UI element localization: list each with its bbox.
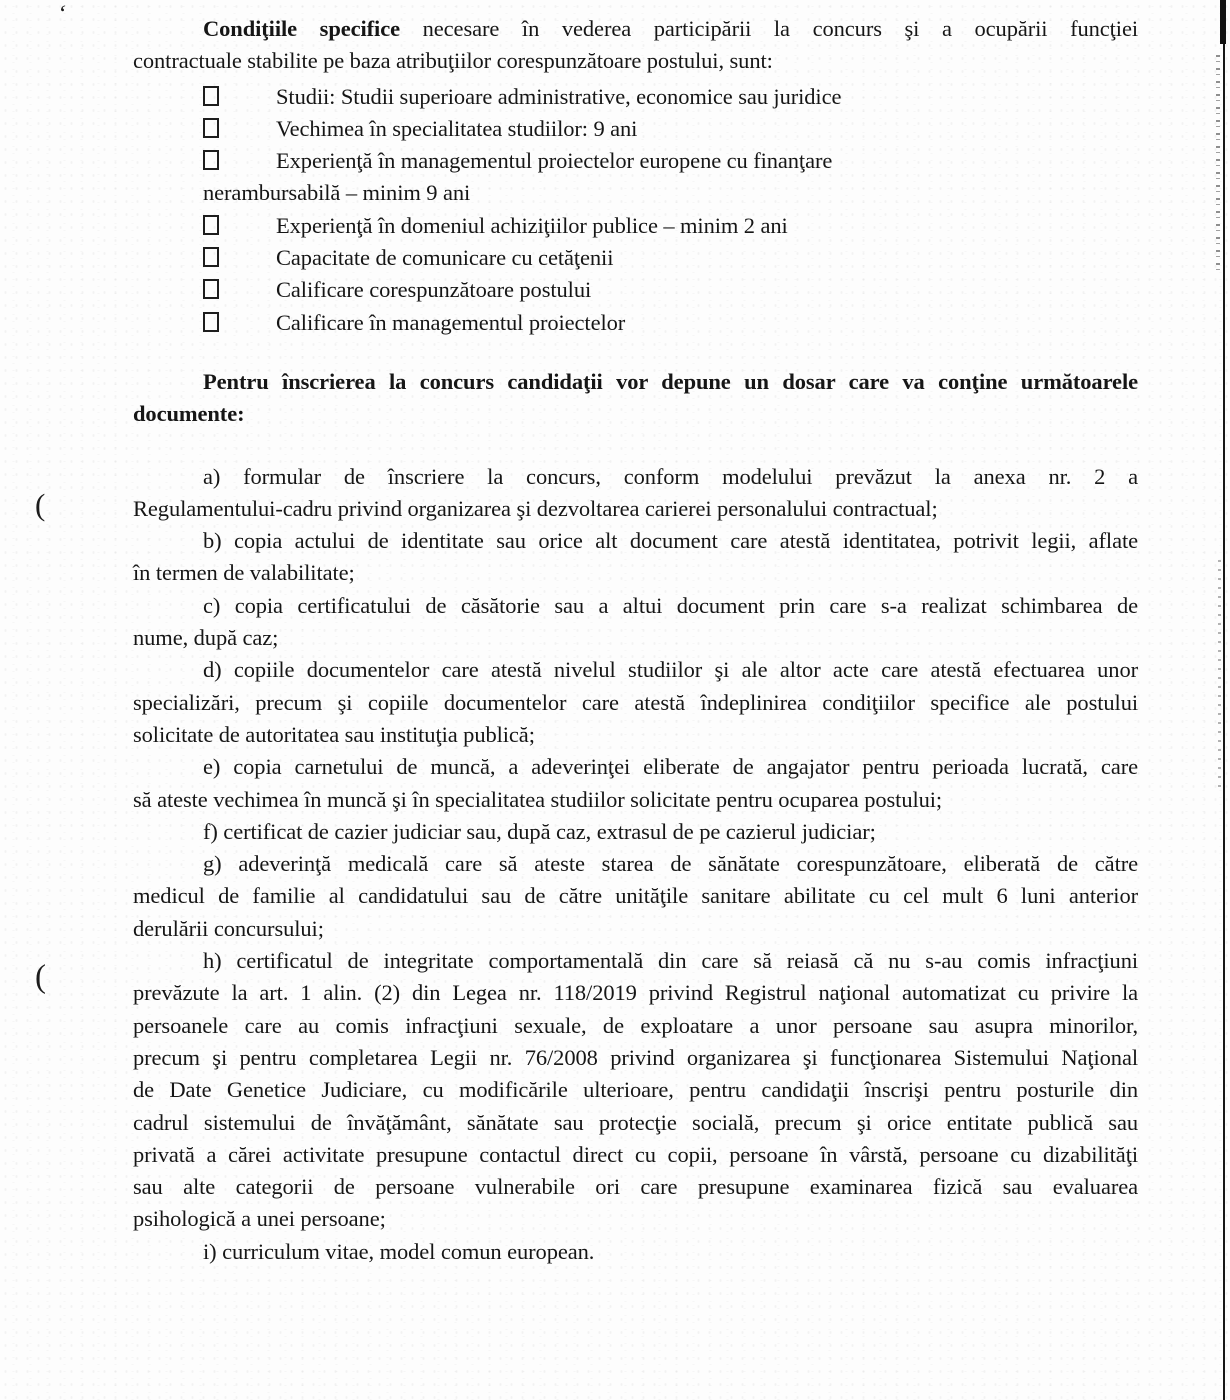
empty-checkbox-icon	[203, 312, 219, 332]
handwritten-paren-mark-1: (	[35, 487, 46, 522]
scan-edge-line	[1223, 0, 1225, 1400]
bullet-text: Studii: Studii superioare administrative, economice sau juridice	[276, 83, 842, 109]
handwritten-paren-mark-2: (	[35, 959, 46, 995]
bullet-item-continuation: nerambursabilă – minim 9 ani	[203, 180, 471, 206]
scan-edge-line-top	[1220, 0, 1226, 44]
bullet-item	[133, 81, 1138, 113]
item-h-line: psihologică a unei persoane;	[133, 1206, 386, 1232]
item-i-line: i) curriculum vitae, model comun european.	[203, 1238, 595, 1264]
item-h-line: precum şi pentru completarea Legii nr. 76/2008 privind organizarea şi funcţionarea Sistemului Naţional	[133, 1044, 1138, 1070]
bullet-item	[133, 242, 1138, 274]
scan-edge-noise	[1216, 55, 1220, 270]
empty-checkbox-icon	[203, 86, 219, 106]
bullet-item	[133, 307, 1138, 339]
empty-checkbox-icon	[203, 150, 219, 170]
dossier-items-list	[133, 461, 1138, 1268]
intro-bold-lead: Condiţiile specifice	[203, 16, 400, 41]
item-h-line: h) certificatul de integritate comportamentală din care să reiasă că nu s-au comis infracţiuni	[203, 948, 1138, 974]
item-h-line: cadrul sistemului de învăţământ, sănătate sau protecţie socială, precum şi orice entitate publică sau	[133, 1109, 1138, 1135]
item-b-line: în termen de valabilitate;	[133, 560, 355, 586]
handwritten-tick-mark: ʻ	[56, 0, 68, 28]
scan-edge-noise-2	[1218, 560, 1221, 790]
item-d-line: solicitate de autoritatea sau instituţia publică;	[133, 721, 535, 747]
dossier-heading-line-1: Pentru înscrierea la concurs candidaţii vor depune un dosar care va conţine următoarele	[203, 368, 1138, 394]
bullet-text: Calificare corespunzătoare postului	[276, 277, 592, 303]
empty-checkbox-icon	[203, 279, 219, 299]
dossier-heading	[133, 366, 1138, 431]
bullet-text: Vechimea în specialitatea studiilor: 9 ani	[276, 115, 638, 141]
bullet-item	[133, 145, 1138, 177]
item-h-line: prevăzute la art. 1 alin. (2) din Legea nr. 118/2019 privind Registrul naţional automatizat cu privire la	[133, 980, 1138, 1006]
empty-checkbox-icon	[203, 215, 219, 235]
item-c-line: nume, după caz;	[133, 625, 279, 651]
item-g-line: medicul de familie al candidatului sau de către unităţile sanitare abilitate cu cel mult 6 luni anterior	[133, 883, 1138, 909]
item-e-line: să ateste vechimea în muncă şi în specialitatea studiilor solicitate pentru ocuparea postului;	[133, 786, 943, 812]
bullet-text: Capacitate de comunicare cu cetăţenii	[276, 245, 614, 271]
dossier-heading-line-2: documente:	[133, 401, 245, 427]
intro-line-1-rest: necesare în vederea participării la concurs şi a ocupării funcţiei	[399, 16, 1138, 41]
bullet-item	[133, 113, 1138, 145]
intro-line-2: contractuale stabilite pe baza atribuţiilor corespunzătoare postului, sunt:	[133, 48, 773, 74]
item-e-line: e) copia carnetului de muncă, a adeverinţei eliberate de angajator pentru perioada lucrată, care	[203, 754, 1138, 780]
bullet-text: Experienţă în managementul proiectelor europene cu finanţare	[276, 148, 833, 174]
empty-checkbox-icon	[203, 247, 219, 267]
item-g-line: derulării concursului;	[133, 915, 324, 941]
intro-line-1	[133, 13, 1138, 45]
item-h-line: privată a cărei activitate presupune contactul direct cu copii, persoane în vârstă, persoane cu dizabilităţi	[133, 1141, 1138, 1167]
item-c-line: c) copia certificatului de căsătorie sau a altui document prin care s-a realizat schimbarea de	[203, 592, 1138, 618]
intro-paragraph	[133, 13, 1138, 78]
document-body	[133, 13, 1138, 1268]
bullet-text: Experienţă în domeniul achiziţiilor publice – minim 2 ani	[276, 212, 788, 238]
bullet-text: Calificare în managementul proiectelor	[276, 309, 626, 335]
item-a-line: Regulamentului-cadru privind organizarea şi dezvoltarea carierei personalului contractual;	[133, 495, 938, 521]
item-a-line: a) formular de înscriere la concurs, conform modelului prevăzut la anexa nr. 2 a	[203, 463, 1138, 489]
item-h-line: de Date Genetice Judiciare, cu modificările ulterioare, pentru candidaţii înscrişi pentru posturile din	[133, 1077, 1138, 1103]
item-b-line: b) copia actului de identitate sau orice alt document care atestă identitatea, potrivit legii, aflate	[203, 528, 1138, 554]
item-d-line: specializări, precum şi copiile documentelor care atestă îndeplinirea condiţiilor specifice ale postului	[133, 689, 1138, 715]
item-h-line: persoanele care au comis infracţiuni sexuale, de exploatare a unor persoane sau asupra minorilor,	[133, 1012, 1138, 1038]
bullet-item	[133, 210, 1138, 242]
item-d-line: d) copiile documentelor care atestă nivelul studiilor şi ale altor acte care atestă efectuarea unor	[203, 657, 1138, 683]
conditions-bullet-list	[133, 81, 1138, 339]
empty-checkbox-icon	[203, 118, 219, 138]
bullet-item	[133, 274, 1138, 306]
item-h-line: sau alte categorii de persoane vulnerabile ori care presupune examinarea fizică sau evaluarea	[133, 1174, 1138, 1200]
item-f-line: f) certificat de cazier judiciar sau, după caz, extrasul de pe cazierul judiciar;	[203, 818, 876, 844]
item-g-line: g) adeverinţă medicală care să ateste starea de sănătate corespunzătoare, eliberată de către	[203, 851, 1138, 877]
